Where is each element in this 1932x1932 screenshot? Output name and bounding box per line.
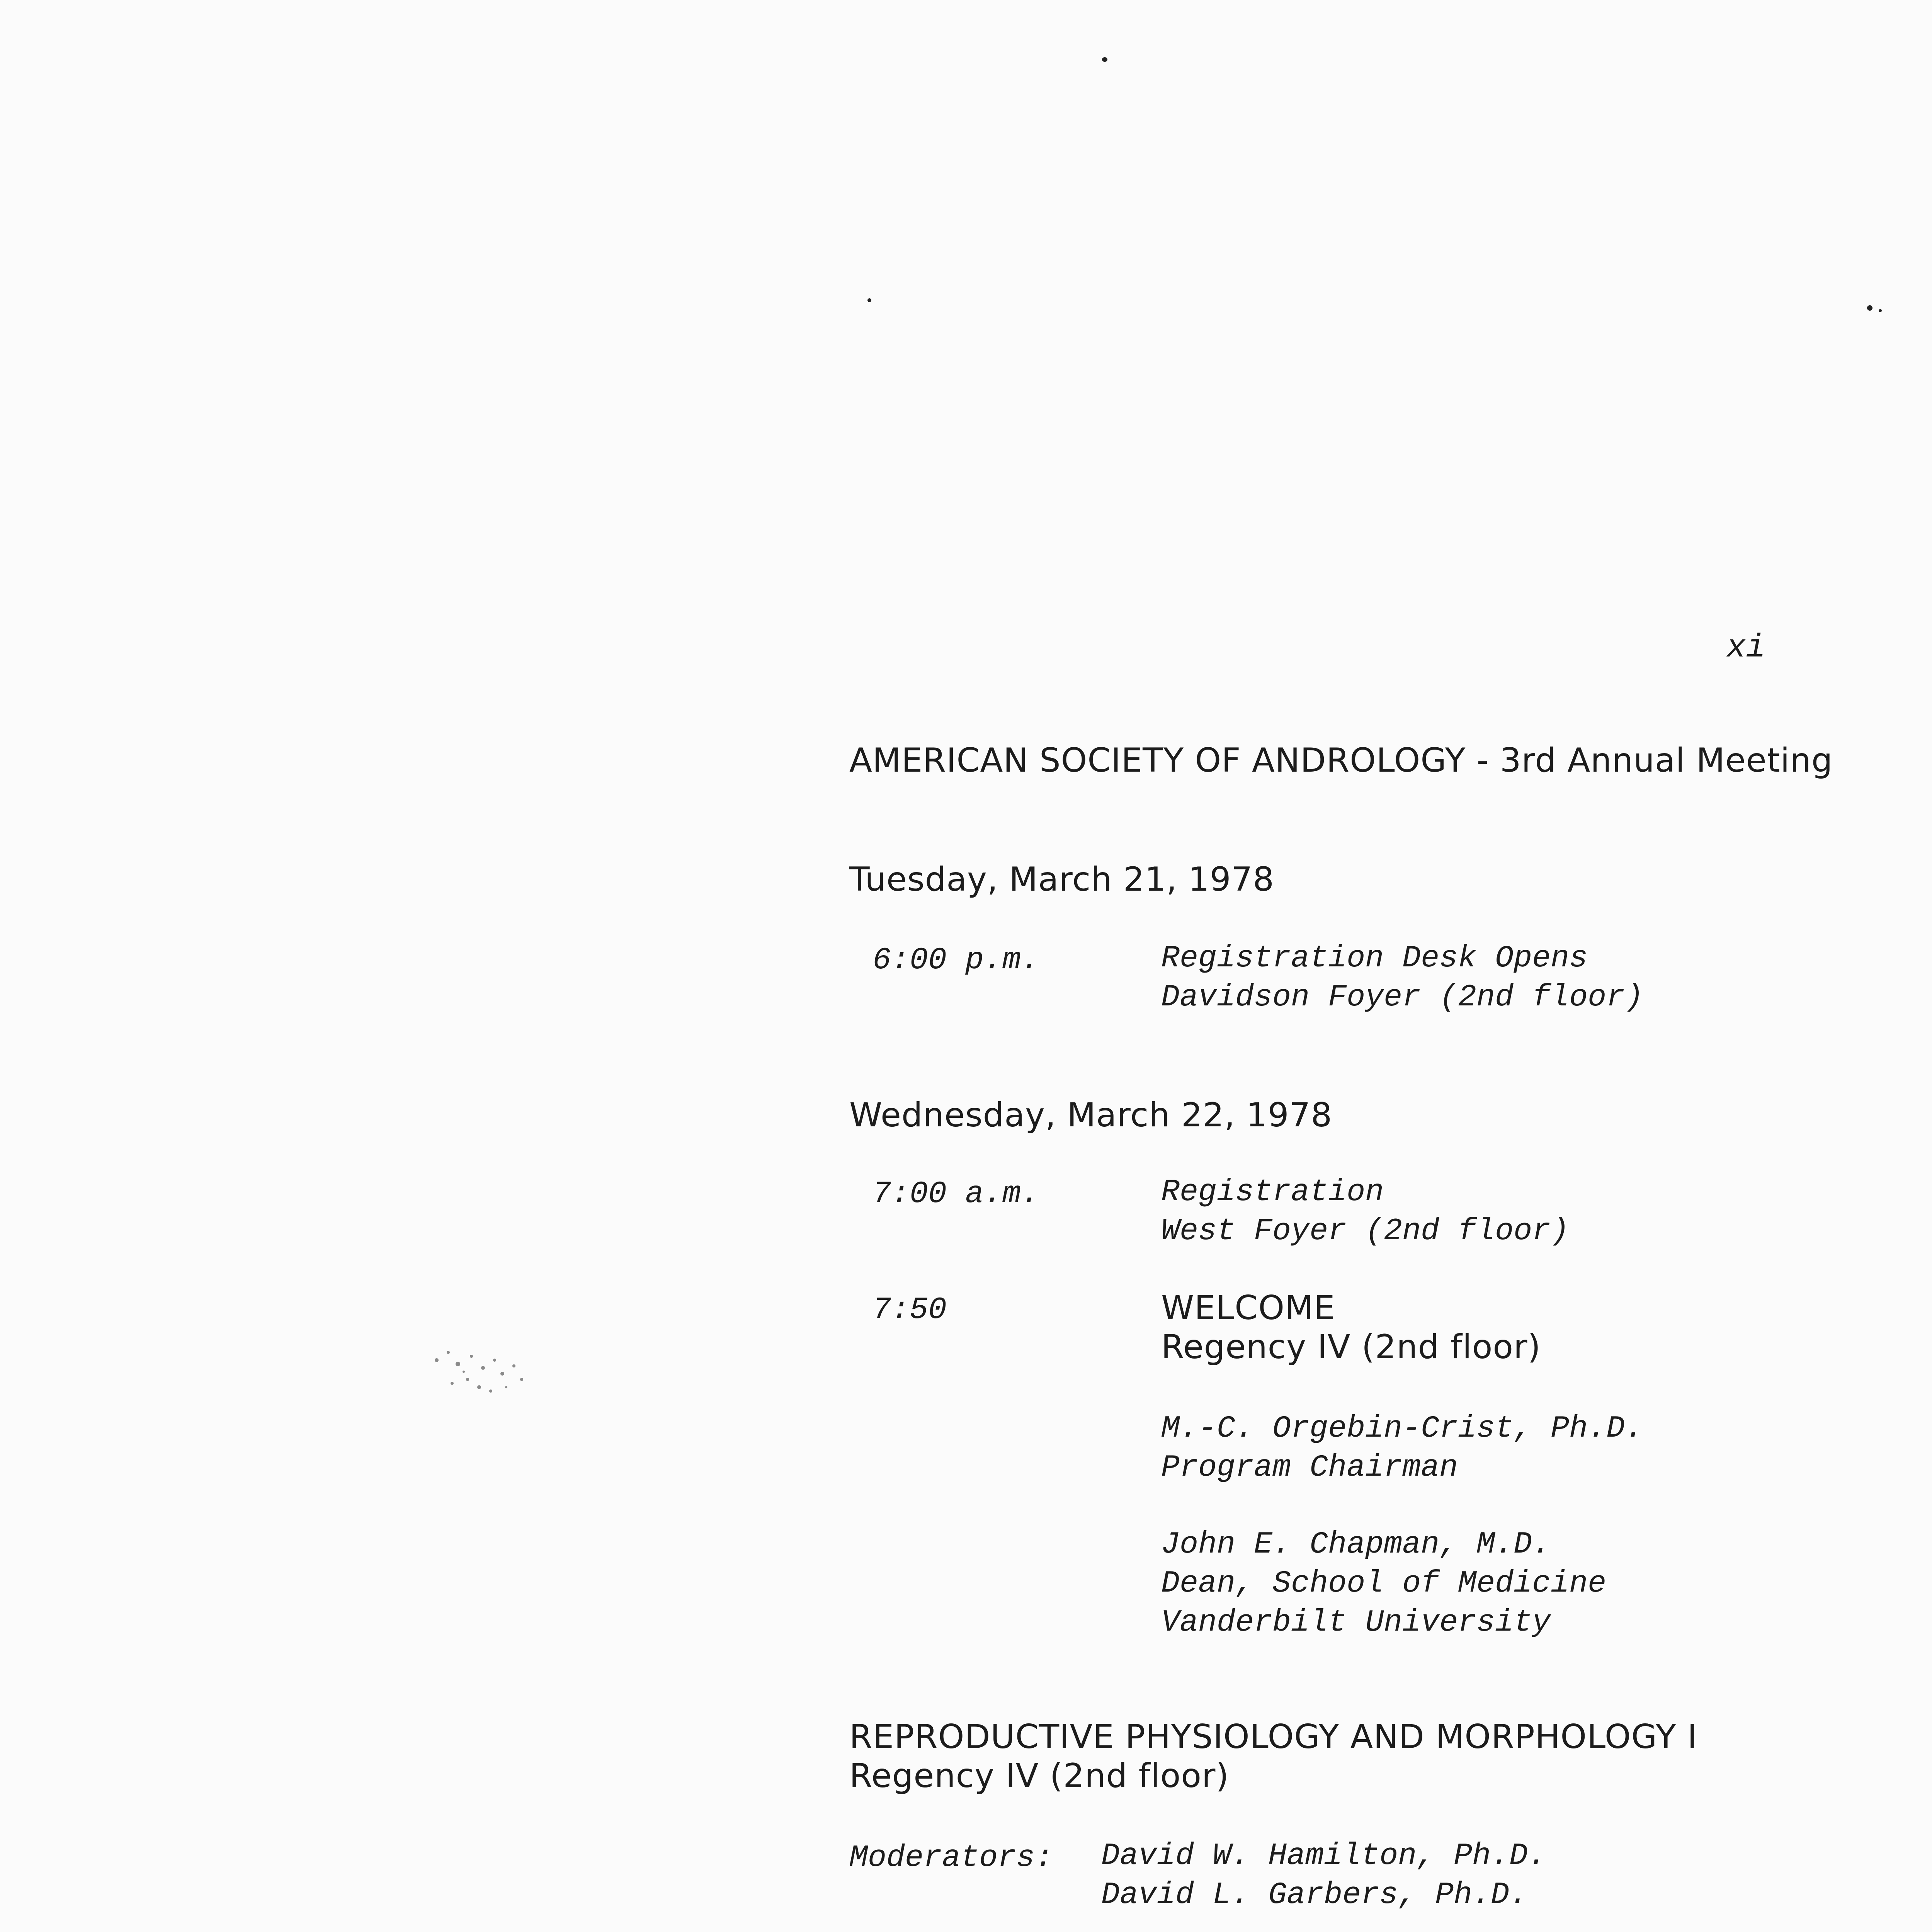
scan-speck (1879, 309, 1882, 312)
event-time: 7:00 a.m. (872, 1177, 1040, 1212)
scan-smudge (421, 1337, 549, 1414)
event-details (1161, 1289, 1541, 1367)
event-title: Registration Desk Opens (1161, 941, 1588, 976)
event-location: Davidson Foyer (2nd floor) (1161, 980, 1644, 1015)
moderators-label: Moderators: (849, 1840, 1054, 1876)
session-header (849, 1718, 1697, 1796)
scan-speck (867, 298, 871, 302)
event-time: 6:00 p.m. (872, 943, 1040, 978)
day-heading: Tuesday, March 21, 1978 (849, 860, 1275, 899)
speaker-role: Program Chairman (1161, 1450, 1458, 1485)
event-title: WELCOME (1161, 1289, 1335, 1327)
speaker-name: John E. Chapman, M.D. (1161, 1527, 1551, 1562)
speaker-name: M.-C. Orgebin-Crist, Ph.D. (1161, 1411, 1644, 1446)
page-title: AMERICAN SOCIETY OF ANDROLOGY - 3rd Annual Meeting (849, 741, 1833, 780)
event-details (1161, 1173, 1569, 1251)
speaker-affiliation: Vanderbilt University (1161, 1605, 1551, 1640)
event-time: 7:50 (872, 1293, 947, 1328)
event-location: Regency IV (2nd floor) (1161, 1328, 1541, 1366)
session-location: Regency IV (2nd floor) (849, 1757, 1229, 1795)
speaker-role: Dean, School of Medicine (1161, 1566, 1607, 1601)
event-location: West Foyer (2nd floor) (1161, 1214, 1570, 1249)
moderator-name: David L. Garbers, Ph.D. (1101, 1878, 1528, 1913)
session-title: REPRODUCTIVE PHYSIOLOGY AND MORPHOLOGY I (849, 1718, 1698, 1756)
scan-speck (1867, 305, 1872, 311)
moderators-list (1101, 1837, 1546, 1915)
page-number: xi (1726, 630, 1765, 667)
scan-speck (1102, 57, 1107, 62)
speaker-block (1161, 1409, 1643, 1487)
day-heading: Wednesday, March 22, 1978 (849, 1096, 1333, 1134)
event-title: Registration (1161, 1175, 1384, 1210)
event-details (1161, 939, 1643, 1017)
moderator-name: David W. Hamilton, Ph.D. (1101, 1838, 1547, 1874)
speaker-block (1161, 1525, 1606, 1642)
